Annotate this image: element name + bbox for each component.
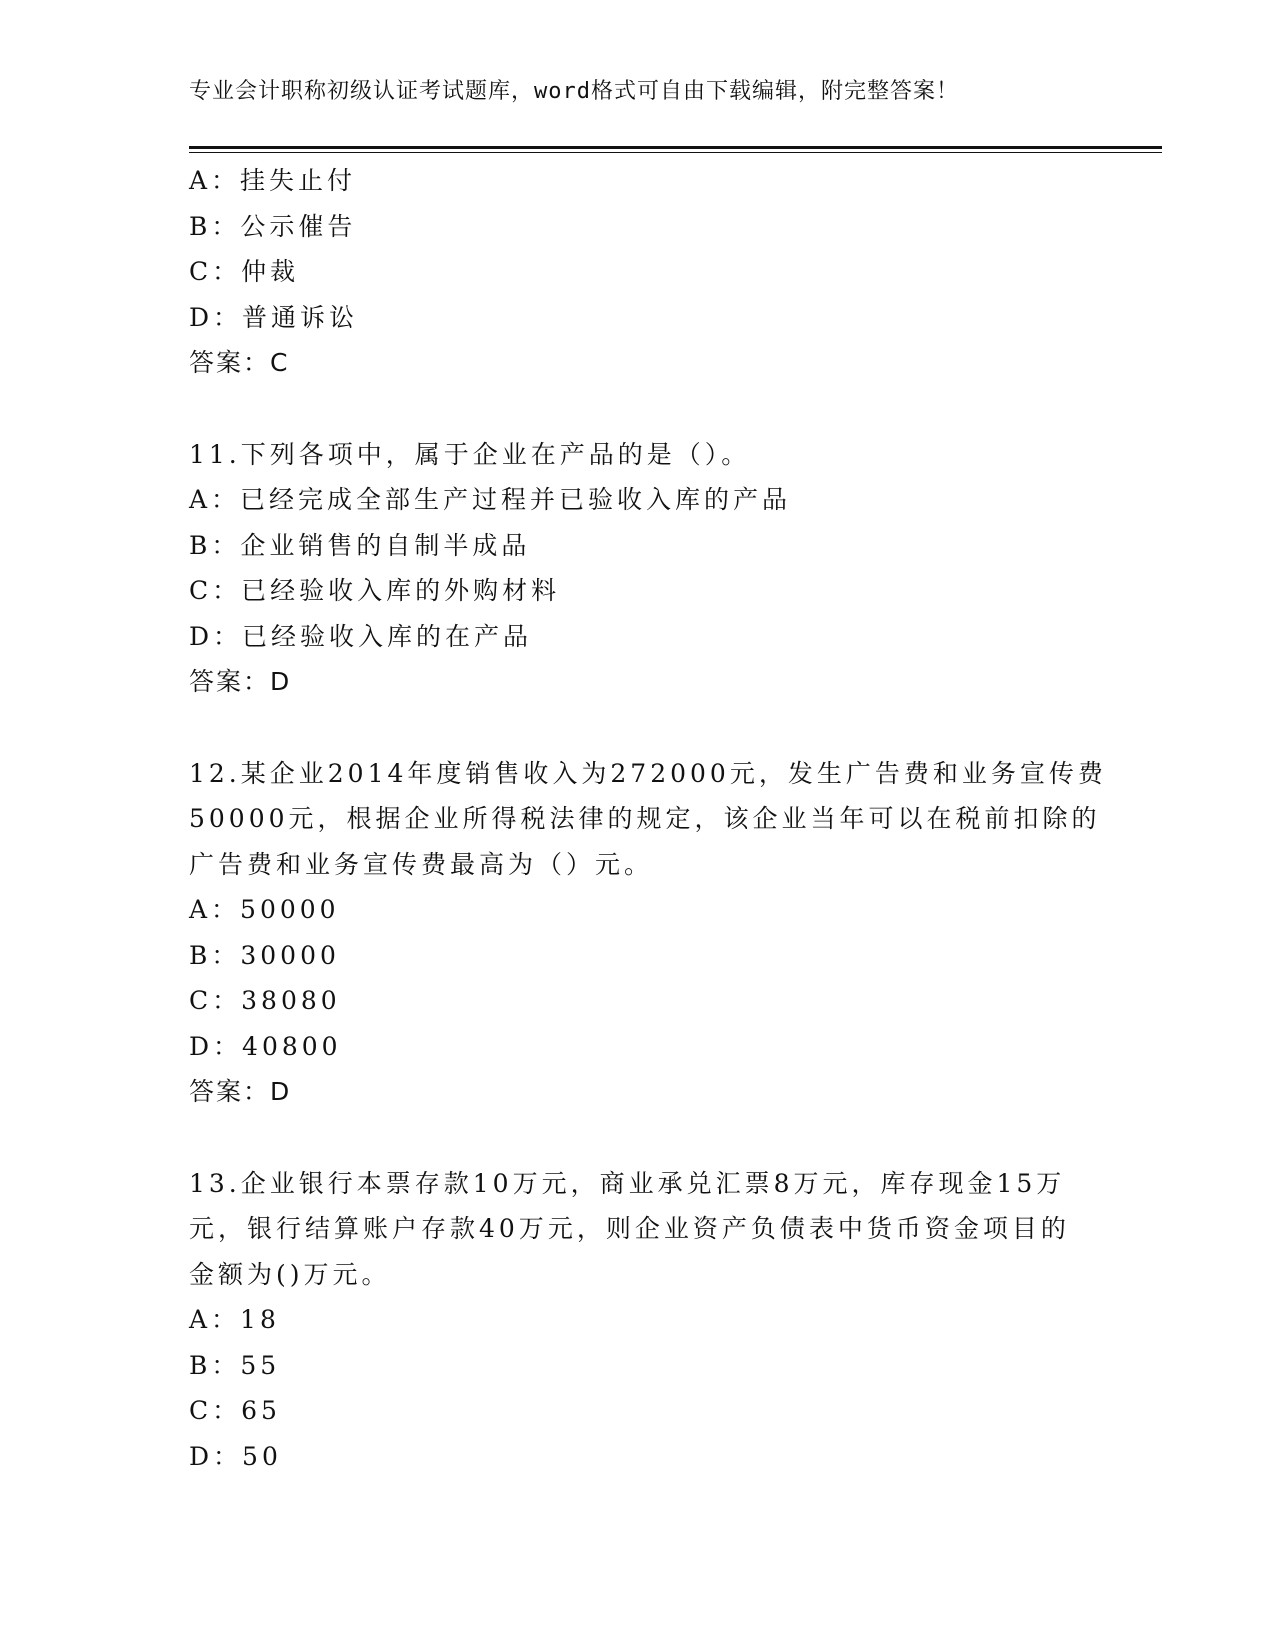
option-d: D：普通诉讼 [189, 302, 359, 332]
option-a: A：50000 [189, 895, 340, 924]
option-c: C：38080 [189, 986, 341, 1015]
question-block-11 [189, 432, 1089, 705]
question-stem: 13.企业银行本票存款10万元，商业承兑汇票8万元，库存现金15万 [189, 1168, 1066, 1198]
question-block-12 [189, 751, 1107, 1115]
header-rule-thick [189, 146, 1162, 149]
question-block-prev [189, 158, 1089, 386]
option-c: C：仲裁 [189, 257, 300, 286]
question-block-13 [189, 1161, 1089, 1480]
option-a: A：18 [189, 1305, 280, 1334]
header-rule-thin [189, 152, 1162, 153]
option-b: B：30000 [189, 940, 340, 970]
option-a: A：已经完成全部生产过程并已验收入库的产品 [189, 485, 792, 514]
question-stem: 11.下列各项中，属于企业在产品的是（）。 [189, 439, 751, 469]
answer-line: 答案：D [189, 667, 292, 696]
option-b: B：55 [189, 1350, 281, 1380]
option-c: C：已经验收入库的外购材料 [189, 576, 561, 605]
option-c: C：65 [189, 1396, 281, 1425]
question-stem: 元，银行结算账户存款40万元，则企业资产负债表中货币资金项目的 [189, 1214, 1070, 1243]
answer-line: 答案：C [189, 348, 290, 377]
option-b: B：公示催告 [189, 211, 357, 241]
question-stem: 广告费和业务宣传费最高为（）元。 [189, 849, 654, 879]
option-d: D：已经验收入库的在产品 [189, 621, 533, 651]
option-d: D：50 [189, 1441, 282, 1471]
question-stem: 50000元，根据企业所得税法律的规定，该企业当年可以在税前扣除的 [189, 804, 1101, 833]
option-d: D：40800 [189, 1031, 342, 1061]
answer-line: 答案：D [189, 1077, 292, 1106]
question-stem: 金额为()万元。 [189, 1259, 391, 1289]
option-b: B：企业销售的自制半成品 [189, 530, 531, 560]
option-a: A：挂失止付 [189, 166, 357, 195]
page-header: 专业会计职称初级认证考试题库，word格式可自由下载编辑，附完整答案！ [189, 79, 959, 104]
question-content [189, 158, 1107, 1479]
question-stem: 12.某企业2014年度销售收入为272000元，发生广告费和业务宣传费 [189, 758, 1107, 788]
